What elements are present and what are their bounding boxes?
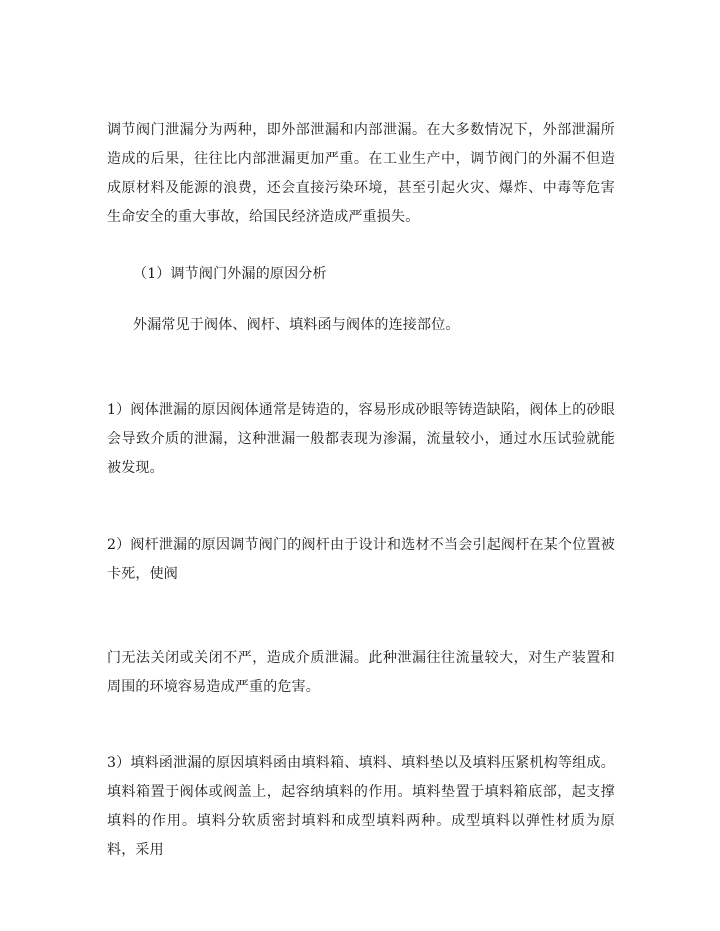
paragraph-external-leak: 外漏常见于阀体、阀杆、填料函与阀体的连接部位。: [133, 317, 460, 333]
paragraph-intro: 调节阀门泄漏分为两种，即外部泄漏和内部泄漏。在大多数情况下，外部泄漏所造成的后果，往往比内部泄漏更加严重。在工业生产中，调节阀门的外漏不但造成原材料及能源的浪费，还会直接污染环境，甚至引起火灾、爆炸、中毒等危害生命安全的重大事故，给国民经济造成严重损失。: [107, 122, 615, 225]
paragraph-stem-leak-continued: 门无法关闭或关闭不严，造成介质泄漏。此种泄漏往往流量较大，对生产装置和周围的环境容易造成严重的危害。: [107, 650, 615, 695]
paragraph-stem-leak: 2）阀杆泄漏的原因调节阀门的阀杆由于设计和选材不当会引起阀杆在某个位置被卡死，使阀: [107, 537, 615, 582]
section-heading: （1）调节阀门外漏的原因分析: [133, 266, 327, 282]
paragraph-body-leak: 1）阀体泄漏的原因阀体通常是铸造的，容易形成砂眼等铸造缺陷，阀体上的砂眼会导致介质的泄漏，这种泄漏一般都表现为渗漏，流量较小，通过水压试验就能被发现。: [107, 402, 615, 476]
paragraph-packing-leak: 3）填料函泄漏的原因填料函由填料箱、填料、填料垫以及填料压紧机构等组成。填料箱置于阀体或阀盖上，起容纳填料的作用。填料垫置于填料箱底部，起支撑填料的作用。填料分软质密封填料和成型填料两种。成型填料以弹性材质为原料，采用: [107, 755, 615, 858]
